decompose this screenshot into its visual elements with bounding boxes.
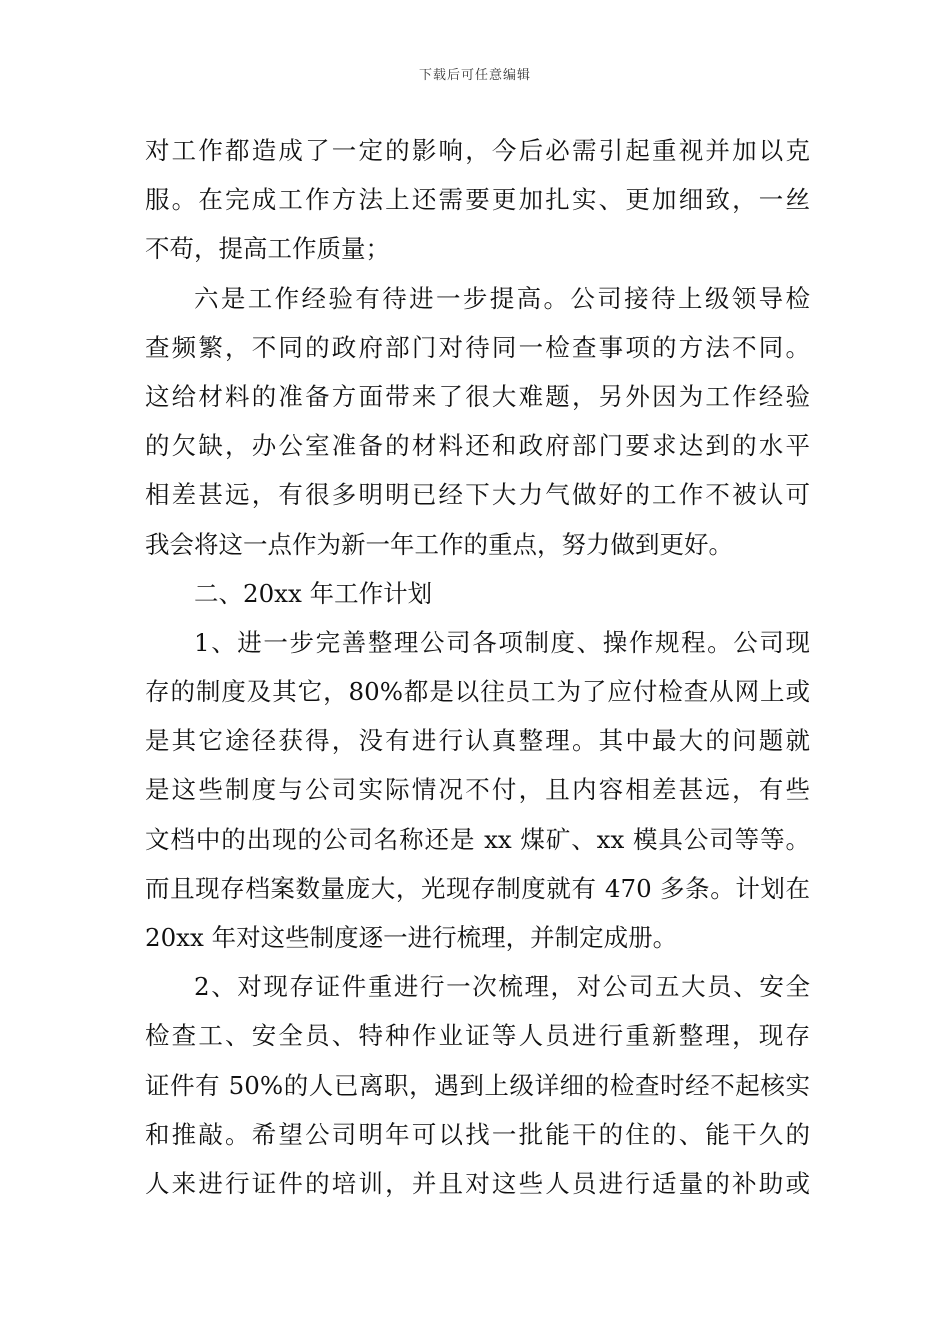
text-line: 查频繁，不同的政府部门对待同一检查事项的方法不同。 bbox=[145, 332, 810, 362]
text-line: 检查工、安全员、特种作业证等人员进行重新整理，现存 bbox=[145, 1021, 810, 1051]
text-line: 和推敲。希望公司明年可以找一批能干的住的、能干久的 bbox=[145, 1119, 810, 1149]
text-line: 服。在完成工作方法上还需要更加扎实、更加细致，一丝 bbox=[145, 185, 810, 215]
text-line: 我会将这一点作为新一年工作的重点，努力做到更好。 bbox=[145, 529, 733, 559]
text-line: 这给材料的准备方面带来了很大难题，另外因为工作经验 bbox=[145, 381, 810, 411]
page-header: 下载后可任意编辑 bbox=[418, 68, 531, 83]
text-line: 的欠缺，办公室准备的材料还和政府部门要求达到的水平 bbox=[145, 431, 810, 461]
text-line: 对工作都造成了一定的影响，今后必需引起重视并加以克 bbox=[145, 136, 810, 165]
paragraph-start-line: 六是工作经验有待进一步提高。公司接待上级领导检 bbox=[194, 283, 810, 313]
text-line: 文档中的出现的公司名称还是 xx 煤矿、xx 模具公司等等。 bbox=[145, 824, 810, 854]
text-line: 是其它途径获得，没有进行认真整理。其中最大的问题就 bbox=[145, 726, 810, 756]
text-line: 存的制度及其它，80%都是以往员工为了应付检查从网上或 bbox=[145, 677, 810, 707]
text-line: 20xx 年对这些制度逐一进行梳理，并制定成册。 bbox=[145, 923, 678, 952]
text-line: 证件有 50%的人已离职，遇到上级详细的检查时经不起核实 bbox=[145, 1070, 810, 1100]
text-line: 是这些制度与公司实际情况不付，且内容相差甚远，有些 bbox=[145, 775, 810, 805]
text-line: 相差甚远，有很多明明已经下大力气做好的工作不被认可 bbox=[145, 480, 810, 510]
text-line: 而且现存档案数量庞大，光现存制度就有 470 多条。计划在 bbox=[145, 873, 810, 903]
document-body bbox=[145, 126, 810, 1208]
section-heading: 二、20xx 年工作计划 bbox=[194, 578, 433, 608]
paragraph-start-line: 1、进一步完善整理公司各项制度、操作规程。公司现 bbox=[194, 627, 810, 657]
paragraph-start-line: 2、对现存证件重进行一次梳理，对公司五大员、安全 bbox=[194, 972, 810, 1002]
text-line: 人来进行证件的培训，并且对这些人员进行适量的补助或 bbox=[145, 1168, 810, 1198]
text-line: 不苟，提高工作质量； bbox=[145, 234, 390, 264]
